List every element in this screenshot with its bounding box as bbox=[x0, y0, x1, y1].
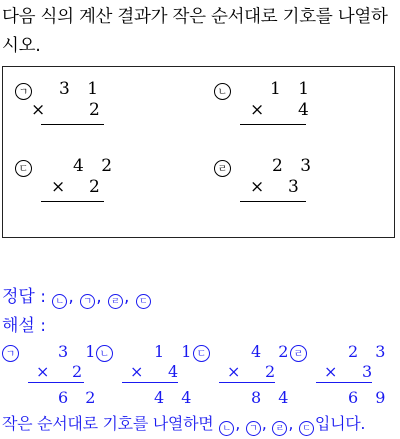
final-symbol-2: ㄱ bbox=[246, 421, 261, 436]
answer-symbol-2: ㄱ bbox=[80, 294, 95, 309]
underline bbox=[41, 201, 104, 202]
solution-d bbox=[290, 342, 392, 407]
problem-a bbox=[15, 79, 135, 143]
underline bbox=[122, 382, 178, 383]
product: 4 4 bbox=[154, 388, 198, 407]
times-sign: × bbox=[31, 100, 46, 120]
circled-symbol: ㄹ bbox=[214, 160, 231, 177]
question-line-2: 시오. bbox=[2, 36, 41, 56]
underline bbox=[240, 201, 306, 202]
underline bbox=[28, 382, 84, 383]
answer-line: 정답 : ㄴ , ㄱ , ㄹ , ㄷ bbox=[2, 287, 152, 309]
circled-symbol: ㄱ bbox=[2, 345, 19, 362]
question-line-1: 다음 식의 계산 결과가 작은 순서대로 기호를 나열하 bbox=[2, 7, 388, 27]
problem-box bbox=[2, 66, 395, 238]
multiplier: 3 bbox=[288, 177, 299, 197]
problem-b bbox=[214, 79, 334, 143]
final-symbol-3: ㄹ bbox=[272, 421, 287, 436]
solution-c bbox=[193, 342, 295, 407]
multiplicand: 4 2 bbox=[73, 156, 119, 176]
problem-d bbox=[214, 156, 334, 220]
multiplicand: 2 3 bbox=[272, 156, 318, 176]
multiplier: 2 bbox=[89, 100, 100, 120]
underline bbox=[219, 382, 275, 383]
final-symbol-4: ㄷ bbox=[299, 421, 314, 436]
answer-label: 정답 : bbox=[2, 287, 46, 307]
multiplicand: 2 3 bbox=[348, 342, 392, 361]
solution-a bbox=[2, 342, 102, 407]
underline bbox=[240, 124, 306, 125]
final-sentence: 작은 순서대로 기호를 나열하면 ㄴ , ㄱ , ㄹ , ㄷ 입니다. bbox=[2, 414, 366, 434]
times-sign: × bbox=[36, 362, 50, 381]
multiplicand: 4 2 bbox=[251, 342, 295, 361]
multiplicand: 1 1 bbox=[154, 342, 198, 361]
times-sign: × bbox=[51, 177, 66, 197]
product: 6 2 bbox=[58, 388, 102, 407]
multiplicand: 3 1 bbox=[58, 342, 102, 361]
multiplicand: 1 1 bbox=[270, 79, 316, 99]
explanation-label: 해설 : bbox=[2, 316, 46, 336]
underline bbox=[41, 124, 104, 125]
circled-symbol: ㄴ bbox=[214, 83, 231, 100]
circled-symbol: ㄱ bbox=[15, 83, 32, 100]
times-sign: × bbox=[227, 362, 241, 381]
times-sign: × bbox=[324, 362, 338, 381]
answer-symbol-4: ㄷ bbox=[136, 294, 151, 309]
circled-symbol: ㄹ bbox=[290, 345, 307, 362]
multiplier: 2 bbox=[72, 362, 83, 381]
product: 8 4 bbox=[251, 388, 295, 407]
final-prefix: 작은 순서대로 기호를 나열하면 bbox=[2, 414, 214, 433]
multiplier: 2 bbox=[265, 362, 276, 381]
circled-symbol: ㄷ bbox=[15, 160, 32, 177]
multiplicand: 3 1 bbox=[59, 79, 105, 99]
multiplier: 4 bbox=[298, 100, 309, 120]
times-sign: × bbox=[250, 177, 265, 197]
times-sign: × bbox=[130, 362, 144, 381]
underline bbox=[316, 382, 372, 383]
multiplier: 2 bbox=[89, 177, 100, 197]
circled-symbol: ㄷ bbox=[193, 345, 210, 362]
answer-symbol-3: ㄹ bbox=[108, 294, 123, 309]
product: 6 9 bbox=[348, 388, 392, 407]
answer-symbol-1: ㄴ bbox=[52, 294, 67, 309]
multiplier: 4 bbox=[168, 362, 179, 381]
solution-b bbox=[96, 342, 198, 407]
final-symbol-1: ㄴ bbox=[219, 421, 234, 436]
problem-c bbox=[15, 156, 135, 220]
circled-symbol: ㄴ bbox=[96, 345, 113, 362]
multiplier: 3 bbox=[362, 362, 373, 381]
final-suffix: 입니다. bbox=[314, 414, 366, 433]
times-sign: × bbox=[250, 100, 265, 120]
